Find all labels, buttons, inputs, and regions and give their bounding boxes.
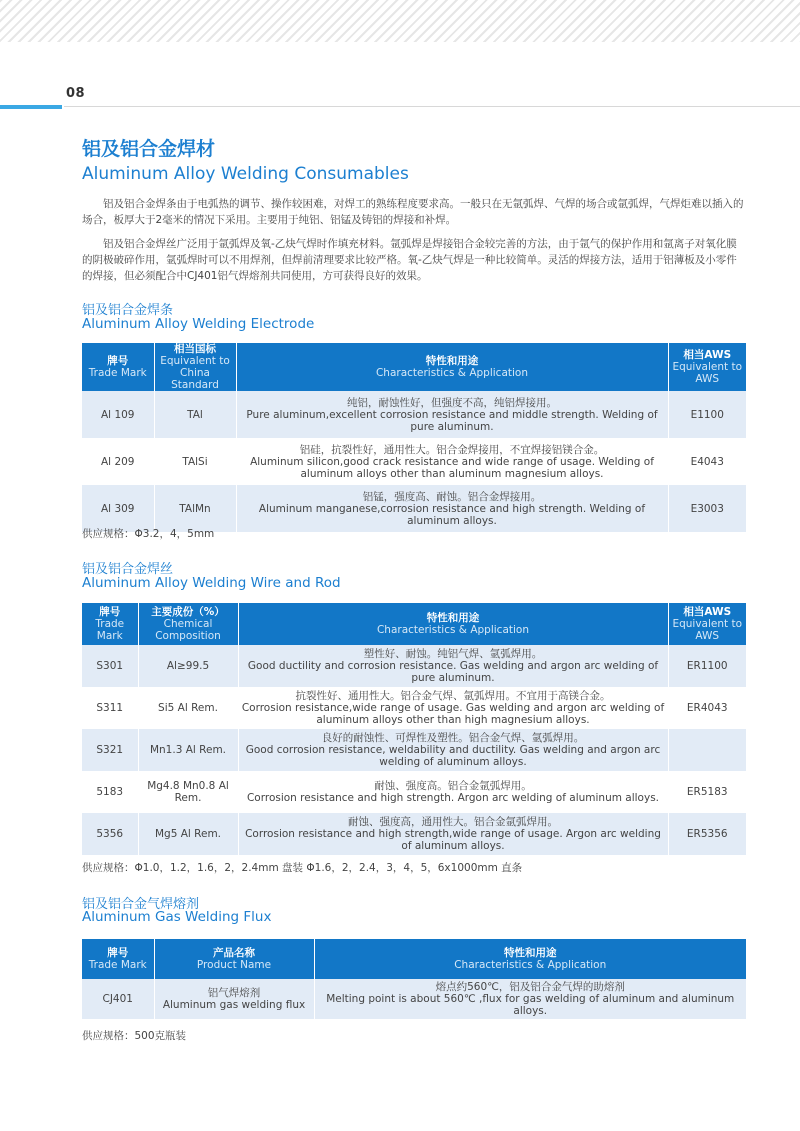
table-row xyxy=(82,485,746,532)
intro-paragraph-2: 铝及铝合金焊丝广泛用于氩弧焊及氧-乙炔气焊时作填充材料。氩弧焊是焊接铝合金较完善的方法，由于氩气的保护作用和氩离子对氧化膜的阴极破碎作用，氩弧焊时可以不用焊剂，但焊前清理要求比较严格。氧-乙炔气焊是一种比较简单。灵活的焊接方法，适用于铝薄板及小零件的焊接，但必须配合中CJ401铝气焊熔剂共同使用，方可获得良好的效果。 xyxy=(82,238,737,282)
table-row xyxy=(82,438,746,485)
flux-table xyxy=(82,939,746,1019)
composition-cell: Mn1.3 Al Rem. xyxy=(138,729,238,771)
description-cell: 熔点约560℃，铝及铝合金气焊的助熔剂 Melting point is about 560℃ ,flux for gas welding of aluminum and aluminum alloys. xyxy=(314,979,746,1019)
column-header-china-standard: 相当国标 Equivalent to China Standard xyxy=(154,343,236,391)
trade-mark-cell: 5356 xyxy=(82,813,138,855)
trade-mark-cell: 5183 xyxy=(82,771,138,813)
page-title-cn: 铝及铝合金焊材 xyxy=(82,138,216,160)
aws-cell: ER5356 xyxy=(668,813,746,855)
trade-mark-cell: Al 209 xyxy=(82,438,154,485)
column-header-composition: 主要成份（%） Chemical Composition xyxy=(138,603,238,645)
table-row xyxy=(82,391,746,438)
aws-cell xyxy=(668,729,746,771)
flux-table-header xyxy=(82,939,746,979)
description-cell: 铝硅，抗裂性好，通用性大。铝合金焊接用，不宜焊接铝镁合金。 Aluminum silicon,good crack resistance and wide range of usage. Welding of aluminum alloys other than aluminum magnesium alloys. xyxy=(236,438,668,485)
table-row xyxy=(82,645,746,687)
wire-table xyxy=(82,603,746,855)
trade-mark-cell: S311 xyxy=(82,687,138,729)
column-header-trade-mark: 牌号 Trade Mark xyxy=(82,939,154,979)
composition-cell: Al≥99.5 xyxy=(138,645,238,687)
wire-section-title-cn: 铝及铝合金焊丝 xyxy=(82,562,174,577)
table-row xyxy=(82,771,746,813)
trade-mark-cell: S301 xyxy=(82,645,138,687)
description-cell: 铝锰，强度高、耐蚀。铝合金焊接用。 Aluminum manganese,corrosion resistance and high strength. Welding of aluminum alloys. xyxy=(236,485,668,532)
composition-cell: Si5 Al Rem. xyxy=(138,687,238,729)
trade-mark-cell: S321 xyxy=(82,729,138,771)
column-header-trade-mark: 牌号 Trade Mark xyxy=(82,603,138,645)
column-header-trade-mark: 牌号 Trade Mark xyxy=(82,343,154,391)
standard-cell: TAlSi xyxy=(154,438,236,485)
standard-cell: TAlMn xyxy=(154,485,236,532)
column-header-characteristics: 特性和用途 Characteristics & Application xyxy=(238,603,668,645)
aws-cell: E3003 xyxy=(668,485,746,532)
column-header-characteristics: 特性和用途 Characteristics & Application xyxy=(236,343,668,391)
electrode-supply-note: 供应规格：Φ3.2，4，5mm xyxy=(82,528,215,540)
page-number: 08 xyxy=(66,86,86,101)
composition-cell: Mg5 Al Rem. xyxy=(138,813,238,855)
column-header-aws: 相当AWS Equivalent to AWS xyxy=(668,343,746,391)
header-hatch-band xyxy=(0,0,800,42)
wire-supply-note: 供应规格：Φ1.0，1.2，1.6，2，2.4mm 盘装 Φ1.6，2，2.4，3，4，5，6x1000mm 直条 xyxy=(82,862,523,874)
electrode-section-title-cn: 铝及铝合金焊条 xyxy=(82,303,174,318)
page-number-accent-bar xyxy=(0,105,62,109)
column-header-product-name: 产品名称 Product Name xyxy=(154,939,314,979)
description-cell: 纯铝，耐蚀性好，但强度不高，纯铝焊接用。 Pure aluminum,excellent corrosion resistance and middle strength. Welding of pure aluminum. xyxy=(236,391,668,438)
trade-mark-cell: Al 309 xyxy=(82,485,154,532)
description-cell: 良好的耐蚀性、可焊性及塑性。铝合金气焊、氩弧焊用。 Good corrosion resistance, weldability and ductility. Gas welding and argon arc welding of aluminum alloys. xyxy=(238,729,668,771)
table-row xyxy=(82,687,746,729)
table-row xyxy=(82,979,746,1019)
description-cell: 抗裂性好、通用性大。铝合金气焊、氩弧焊用。不宜用于高镁合金。 Corrosion resistance,wide range of usage. Gas welding and argon arc welding of aluminum alloys other than high magnesium alloys. xyxy=(238,687,668,729)
aws-cell: ER1100 xyxy=(668,645,746,687)
flux-section-title-cn: 铝及铝合金气焊熔剂 xyxy=(82,897,200,912)
column-header-aws: 相当AWS Equivalent to AWS xyxy=(668,603,746,645)
wire-section-title-en: Aluminum Alloy Welding Wire and Rod xyxy=(82,575,341,591)
composition-cell: Mg4.8 Mn0.8 Al Rem. xyxy=(138,771,238,813)
aws-cell: E4043 xyxy=(668,438,746,485)
trade-mark-cell: Al 109 xyxy=(82,391,154,438)
wire-table-header xyxy=(82,603,746,645)
table-row xyxy=(82,729,746,771)
flux-supply-note: 供应规格：500克瓶装 xyxy=(82,1030,187,1042)
electrode-table-header xyxy=(82,343,746,391)
flux-section-title-en: Aluminum Gas Welding Flux xyxy=(82,909,272,925)
intro-paragraph-1: 铝及铝合金焊条由于电弧热的调节、操作较困难，对焊工的熟练程度要求高。一般只在无氩弧焊、气焊的场合或氩弧焊，气焊炬难以插入的场合，板厚大于2毫米的情况下采用。主要用于纯铝、铝锰及铸铝的焊接和补焊。 xyxy=(82,198,744,226)
electrode-table xyxy=(82,343,746,532)
aws-cell: E1100 xyxy=(668,391,746,438)
description-cell: 塑性好、耐蚀。纯铝气焊、氩弧焊用。 Good ductility and corrosion resistance. Gas welding and argon arc welding of pure aluminum. xyxy=(238,645,668,687)
description-cell: 耐蚀、强度高。铝合金氩弧焊用。 Corrosion resistance and high strength. Argon arc welding of aluminum alloys. xyxy=(238,771,668,813)
electrode-section-title-en: Aluminum Alloy Welding Electrode xyxy=(82,316,315,332)
table-row xyxy=(82,813,746,855)
header-divider xyxy=(64,106,800,107)
column-header-characteristics: 特性和用途 Characteristics & Application xyxy=(314,939,746,979)
aws-cell: ER4043 xyxy=(668,687,746,729)
product-name-cell: 铝气焊熔剂 Aluminum gas welding flux xyxy=(154,979,314,1019)
description-cell: 耐蚀、强度高，通用性大。铝合金氩弧焊用。 Corrosion resistance and high strength,wide range of usage. Argon arc welding of aluminum alloys. xyxy=(238,813,668,855)
trade-mark-cell: CJ401 xyxy=(82,979,154,1019)
standard-cell: TAl xyxy=(154,391,236,438)
aws-cell: ER5183 xyxy=(668,771,746,813)
page-title-en: Aluminum Alloy Welding Consumables xyxy=(82,164,409,184)
